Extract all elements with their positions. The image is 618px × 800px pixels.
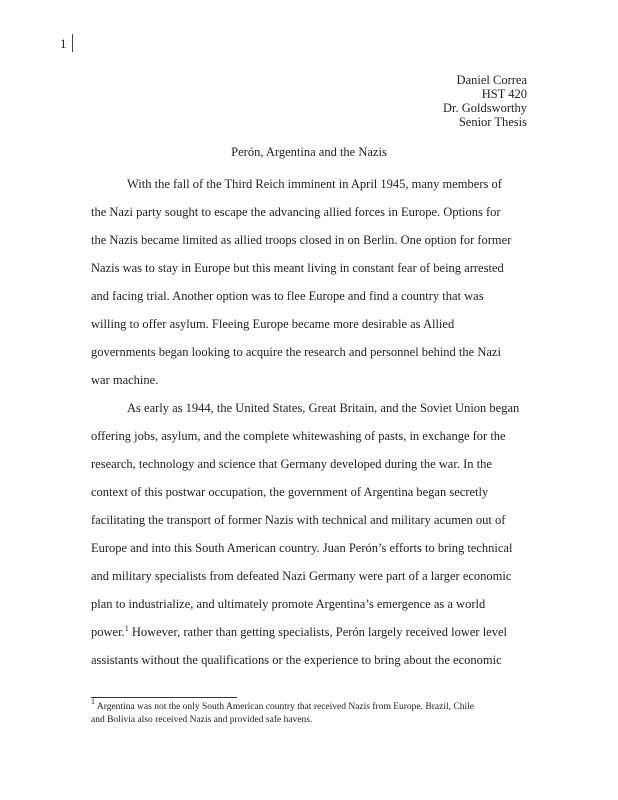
footnote-separator xyxy=(91,697,237,698)
body-line xyxy=(91,618,528,646)
body-line: research, technology and science that Germany developed during the war. In the xyxy=(91,457,492,471)
footnote-line: and Bolivia also received Nazis and provided safe havens. xyxy=(91,715,313,725)
author-name: Daniel Correa xyxy=(456,73,527,87)
instructor-name: Dr. Goldsworthy xyxy=(442,101,527,115)
body-line: the Nazi party sought to escape the advancing allied forces in Europe. Options for xyxy=(91,205,501,219)
page-number: 1 xyxy=(60,36,67,51)
body-line: willing to offer asylum. Fleeing Europe became more desirable as Allied xyxy=(91,317,455,331)
body-line: facilitating the transport of former Nazis with technical and military acumen out of xyxy=(91,513,506,527)
assignment-name: Senior Thesis xyxy=(458,115,527,129)
footnote-line xyxy=(91,697,531,714)
footnote-text: Argentina was not the only South American country that received Nazis from Europe. Brazil, Chile xyxy=(95,702,474,712)
course-code: HST 420 xyxy=(481,87,527,101)
body-text-segment: However, rather than getting specialists, Perón largely received lower level xyxy=(128,625,507,639)
body-line: and facing trial. Another option was to flee Europe and find a country that was xyxy=(91,289,484,303)
author-heading-block xyxy=(443,73,527,129)
footnote-reference[interactable]: 1 xyxy=(124,624,129,633)
body-line: plan to industrialize, and ultimately promote Argentina’s emergence as a world xyxy=(91,597,486,611)
document-title: Perón, Argentina and the Nazis xyxy=(231,145,387,159)
body-line: context of this postwar occupation, the government of Argentina began secretly xyxy=(91,485,489,499)
footnote xyxy=(91,697,531,727)
body-line: the Nazis became limited as allied troops closed in on Berlin. One option for former xyxy=(91,233,512,247)
body-text-segment: power. xyxy=(91,625,125,639)
body-line: governments began looking to acquire the research and personnel behind the Nazi xyxy=(91,345,501,359)
body-line: With the fall of the Third Reich imminent in April 1945, many members of xyxy=(127,177,502,191)
body-text xyxy=(91,170,528,674)
footnote-marker: 1 xyxy=(91,697,95,706)
body-line: Europe and into this South American country. Juan Perón’s efforts to bring technical xyxy=(91,541,513,555)
body-line: offering jobs, asylum, and the complete whitewashing of pasts, in exchange for the xyxy=(91,429,506,443)
body-line: assistants without the qualifications or the experience to bring about the economic xyxy=(91,653,502,667)
body-line: Nazis was to stay in Europe but this meant living in constant fear of being arrested xyxy=(91,261,504,275)
body-line: and military specialists from defeated Nazi Germany were part of a larger economic xyxy=(91,569,512,583)
body-line: war machine. xyxy=(91,373,159,387)
body-line: As early as 1944, the United States, Great Britain, and the Soviet Union began xyxy=(127,401,520,415)
header-divider xyxy=(72,34,73,52)
